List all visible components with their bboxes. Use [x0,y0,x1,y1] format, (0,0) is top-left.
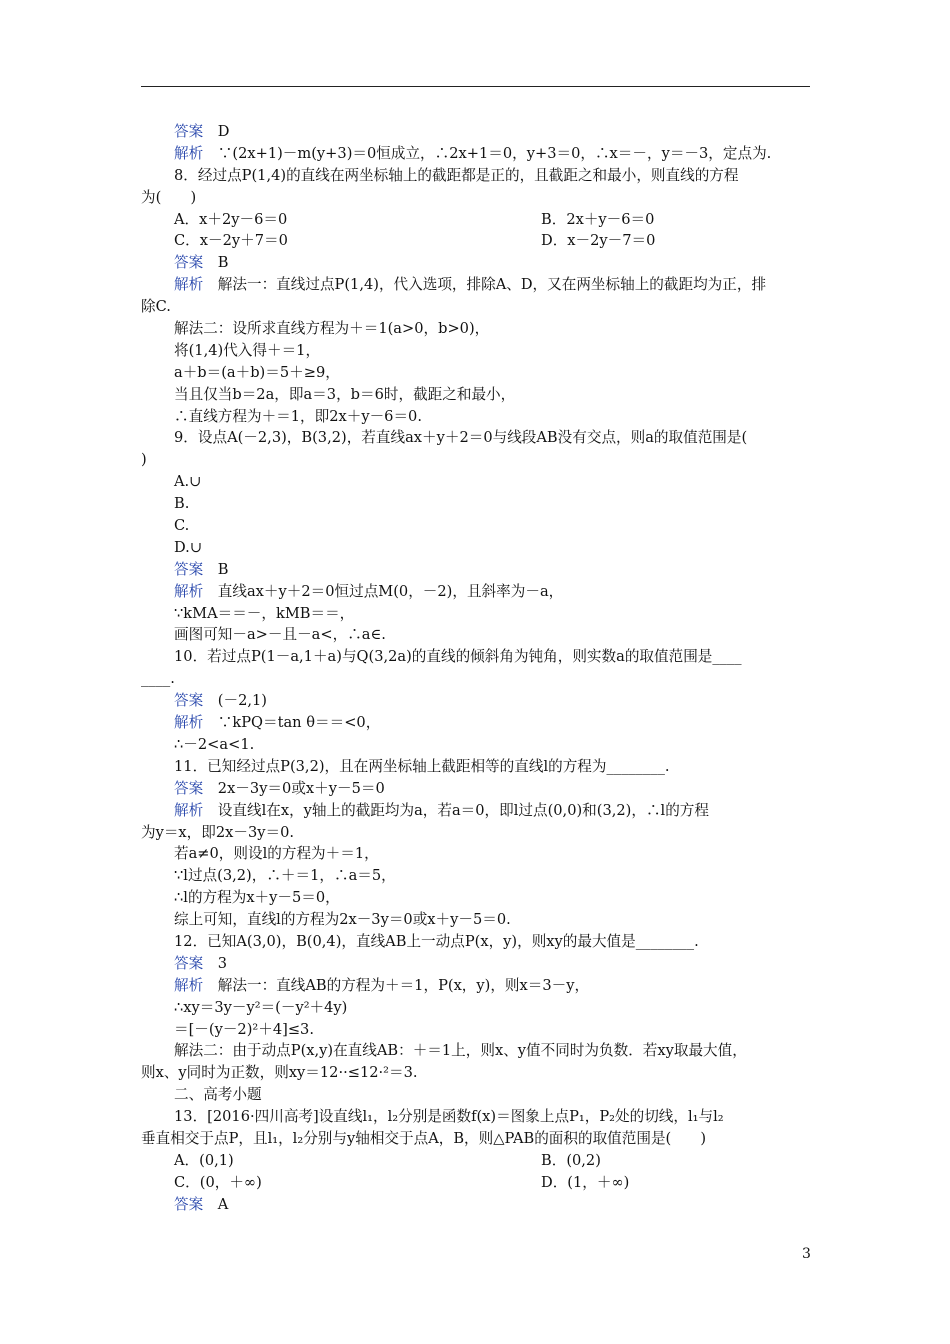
line-text: D [203,123,230,140]
text-line: a＋b＝(a＋b)＝5＋≥9， [174,363,340,381]
text-line: 13．[2016·四川高考]设直线l₁，l₂分别是函数f(x)＝图象上点P₁，P₂处的切线，l₁与l₂ [174,1108,724,1126]
line-text: ∵(2x+1)－m(y+3)＝0恒成立，∴2x+1＝0，y+3＝0，∴x＝－，y＝－3，定点为. [203,144,772,162]
text-line: C. [174,517,190,535]
analysis-label: 解析 [174,144,204,162]
continuation-line: 为( ) [141,188,197,206]
text-line: 解法二：设所求直线方程为＋＝1(a>0，b>0)， [174,320,490,338]
options-row [141,1150,813,1172]
analysis-line [141,143,813,165]
answer-label: 答案 [174,254,204,272]
answer-line [141,1194,813,1216]
text-line: 二、高考小题 [174,1086,262,1104]
answer-label: 答案 [174,560,204,578]
continuation-line: ____. [141,670,175,688]
answer-label: 答案 [174,692,204,710]
page-body [141,121,813,1216]
line-text: A [203,1195,229,1213]
text-line: ∴l的方程为x＋y－5＝0， [174,889,340,907]
analysis-label: 解析 [174,801,204,819]
text-line: 若a≠0，则设l的方程为＋＝1， [174,845,379,863]
line-text: 设直线l在x，y轴上的截距均为a，若a＝0，即l过点(0,0)和(3,2)，∴l的方程 [203,801,709,819]
answer-label: 答案 [174,1195,204,1213]
answer-label: 答案 [174,954,204,972]
line-text: ∵kPQ＝tan θ＝＝<0， [203,714,381,732]
text-line: 综上可知，直线l的方程为2x－3y＝0或x＋y－5＝0. [174,911,511,929]
answer-label: 答案 [174,779,204,797]
analysis-line [141,581,813,603]
text-line: ＝[－(y－2)²＋4]≤3. [174,1020,314,1038]
text-line: ∵kMA＝＝－，kMB＝＝， [174,604,355,622]
header-rule [141,86,810,87]
page-number: 3 [802,1246,811,1262]
continuation-line: 垂直相交于点P，且l₁，l₂分别与y轴相交于点A，B，则△PAB的面积的取值范围是( ) [141,1129,707,1147]
text-line: D.∪ [174,538,203,556]
text-line: ∴直线方程为＋＝1，即2x＋y－6＝0. [174,407,422,425]
answer-label: 答案 [174,123,204,140]
answer-line [141,559,813,581]
analysis-line [141,274,813,296]
answer-line [141,778,813,800]
text-line: 11．已知经过点P(3,2)，且在两坐标轴上截距相等的直线l的方程为________. [174,757,670,775]
text-line: 8．经过点P(1,4)的直线在两坐标轴上的截距都是正的，且截距之和最小，则直线的方程 [174,166,739,184]
continuation-line: 则x、y同时为正数，则xy＝12··≤12·²＝3. [141,1064,418,1082]
options-row [141,209,813,231]
text-line: ∴－2<a<1. [174,735,255,753]
text-line: 9．设点A(－2,3)，B(3,2)，若直线ax＋y＋2＝0与线段AB没有交点，则a的取值范围是( [174,429,748,447]
line-text: 解法一：直线过点P(1,4)，代入选项，排除A、D，又在两坐标轴上的截距均为正，排 [203,276,767,294]
text-line: ∵l过点(3,2)，∴＋＝1，∴a＝5， [174,867,396,885]
answer-line [141,252,813,274]
continuation-line: 除C. [141,298,171,316]
line-text: 解法一：直线AB的方程为＋＝1，P(x，y)，则x＝3－y， [203,976,590,994]
analysis-line [141,975,813,997]
analysis-line [141,712,813,734]
option-right: B．(0,2) [541,1151,601,1169]
option-left: A．x＋2y－6＝0 [174,210,288,228]
line-text: 2x－3y＝0或x＋y－5＝0 [203,779,385,797]
answer-line [141,953,813,975]
line-text: B [203,254,229,272]
line-text: (－2,1) [203,692,267,710]
answer-line [141,121,813,143]
continuation-line: ) [141,451,147,469]
text-line: B. [174,495,190,513]
analysis-line [141,800,813,822]
analysis-label: 解析 [174,276,204,294]
options-row [141,1172,813,1194]
answer-line [141,690,813,712]
text-line: A.∪ [174,473,202,491]
text-line: 10．若过点P(1－a,1＋a)与Q(3,2a)的直线的倾斜角为钝角，则实数a的取值范围是____ [174,648,742,666]
analysis-label: 解析 [174,714,204,732]
option-left: A．(0,1) [174,1151,234,1169]
option-right: B．2x＋y－6＝0 [541,210,655,228]
text-line: ∴xy＝3y－y²＝(－y²＋4y) [174,998,348,1016]
text-line: 解法二：由于动点P(x,y)在直线AB：＋＝1上，则x、y值不同时为负数．若xy取最大值， [174,1042,747,1060]
options-row [141,230,813,252]
text-line: 将(1,4)代入得＋＝1， [174,341,321,359]
text-line: 12．已知A(3,0)，B(0,4)，直线AB上一动点P(x，y)，则xy的最大值是________. [174,932,699,950]
line-text: 直线ax＋y＋2＝0恒过点M(0，－2)，且斜率为－a， [203,582,564,600]
text-line: 画图可知－a>－且－a<，∴a∈. [174,626,386,644]
text-line: 当且仅当b＝2a，即a＝3，b＝6时，截距之和最小， [174,385,516,403]
option-right: D．x－2y－7＝0 [541,232,656,250]
option-left: C．(0，＋∞) [174,1173,262,1191]
line-text: 3 [203,954,228,972]
analysis-label: 解析 [174,582,204,600]
line-text: B [203,560,229,578]
option-right: D．(1，＋∞) [541,1173,630,1191]
continuation-line: 为y＝x，即2x－3y＝0. [141,823,295,841]
option-left: C．x－2y＋7＝0 [174,232,288,250]
analysis-label: 解析 [174,976,204,994]
